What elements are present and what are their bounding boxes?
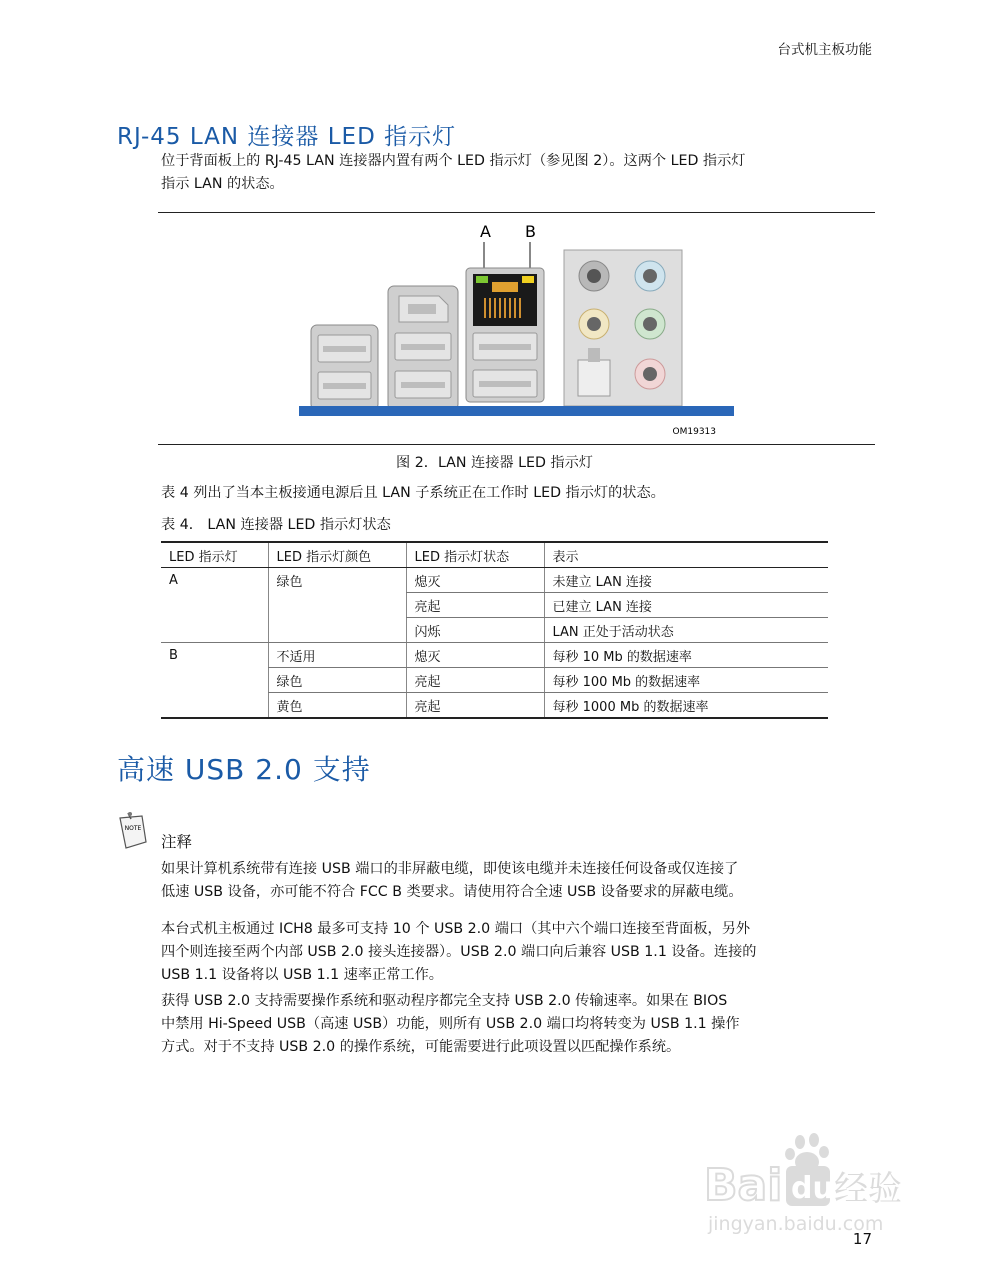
svg-text:NOTE: NOTE <box>124 825 142 832</box>
intro-line-1: 位于背面板上的 RJ-45 LAN 连接器内置有两个 LED 指示灯（参见图 2）。这两个 LED 指示灯 <box>161 153 746 169</box>
section-heading-usb: 高速 USB 2.0 支持 <box>117 753 371 786</box>
baidu-jingyan-watermark <box>700 1130 930 1240</box>
header-cell: 表示 <box>544 542 828 568</box>
table-caption: 表 4． LAN 连接器 LED 指示灯状态 <box>161 517 391 533</box>
usb-paragraph1-line1: 本台式机主板通过 ICH8 最多可支持 10 个 USB 2.0 端口（其中六个端口连接至背面板，另外 <box>161 921 751 937</box>
svg-text:du: du <box>791 1171 834 1206</box>
usb-paragraph2-line2: 中禁用 Hi-Speed USB（高速 USB）功能，则所有 USB 2.0 端口均将转变为 USB 1.1 操作 <box>161 1016 740 1032</box>
audio-jack-panel <box>564 250 682 406</box>
usb-paragraph2-line1: 获得 USB 2.0 支持需要操作系统和驱动程序都完全支持 USB 2.0 传输速率。如果在 BIOS <box>161 993 728 1009</box>
rj45-usb-stack <box>466 268 544 402</box>
figure-top-rule <box>158 212 875 213</box>
usb-paragraph1-line2: 四个则连接至两个内部 USB 2.0 接头连接器）。USB 2.0 端口向后兼容 USB 1.1 设备。连接的 <box>161 944 757 960</box>
led-a-green <box>476 276 488 283</box>
header-cell: LED 指示灯 <box>161 542 268 568</box>
note-title: 注释 <box>161 833 193 851</box>
note-line-1: 如果计算机系统带有连接 USB 端口的非屏蔽电缆，即使该电缆并未连接任何设备或仅连接了 <box>161 861 739 877</box>
table-header-row <box>161 542 828 568</box>
page-number: 17 <box>852 1230 872 1248</box>
led-b-yellow <box>522 276 534 283</box>
table-row: B 不适用 熄灭 每秒 10 Mb 的数据速率 <box>161 643 828 668</box>
usb-paragraph1-line3: USB 1.1 设备将以 USB 1.1 速率正常工作。 <box>161 967 443 983</box>
usb-port-stack-left <box>311 325 378 410</box>
label-b: B <box>525 222 536 241</box>
svg-text:经验: 经验 <box>834 1169 902 1209</box>
running-header: 台式机主板功能 <box>777 42 872 58</box>
header-cell: LED 指示灯颜色 <box>268 542 406 568</box>
note-line-2: 低速 USB 设备，亦可能不符合 FCC B 类要求。请使用符合全速 USB 设备要求的屏蔽电缆。 <box>161 884 743 900</box>
table-row: A 绿色 熄灭 未建立 LAN 连接 <box>161 568 828 593</box>
back-panel-base-bar <box>299 406 734 416</box>
usb-paragraph2-line3: 方式。对于不支持 USB 2.0 的操作系统，可能需要进行此项设置以匹配操作系统。 <box>161 1039 681 1055</box>
figure-code: OM19313 <box>672 427 716 437</box>
header-cell: LED 指示灯状态 <box>406 542 544 568</box>
led-status-table <box>161 541 828 719</box>
svg-text:jingyan.baidu.com: jingyan.baidu.com <box>708 1213 884 1235</box>
label-a: A <box>480 222 491 241</box>
section-heading-rj45: RJ-45 LAN 连接器 LED 指示灯 <box>117 124 457 150</box>
table-row: 黄色 亮起 每秒 1000 Mb 的数据速率 <box>161 693 828 719</box>
firewire-usb-stack <box>388 286 458 410</box>
figure-caption: 图 2．LAN 连接器 LED 指示灯 <box>396 455 593 471</box>
note-icon <box>116 812 150 852</box>
table-row: 亮起 已建立 LAN 连接 <box>161 593 828 618</box>
table-intro-text: 表 4 列出了当本主板接通电源后且 LAN 子系统正在工作时 LED 指示灯的状态。 <box>161 485 665 501</box>
svg-text:Bai: Bai <box>704 1160 783 1211</box>
lan-connector-figure <box>296 218 736 440</box>
table-row: 闪烁 LAN 正处于活动状态 <box>161 618 828 643</box>
table-row: 绿色 亮起 每秒 100 Mb 的数据速率 <box>161 668 828 693</box>
intro-line-2: 指示 LAN 的状态。 <box>161 176 284 192</box>
figure-bottom-rule <box>158 444 875 445</box>
